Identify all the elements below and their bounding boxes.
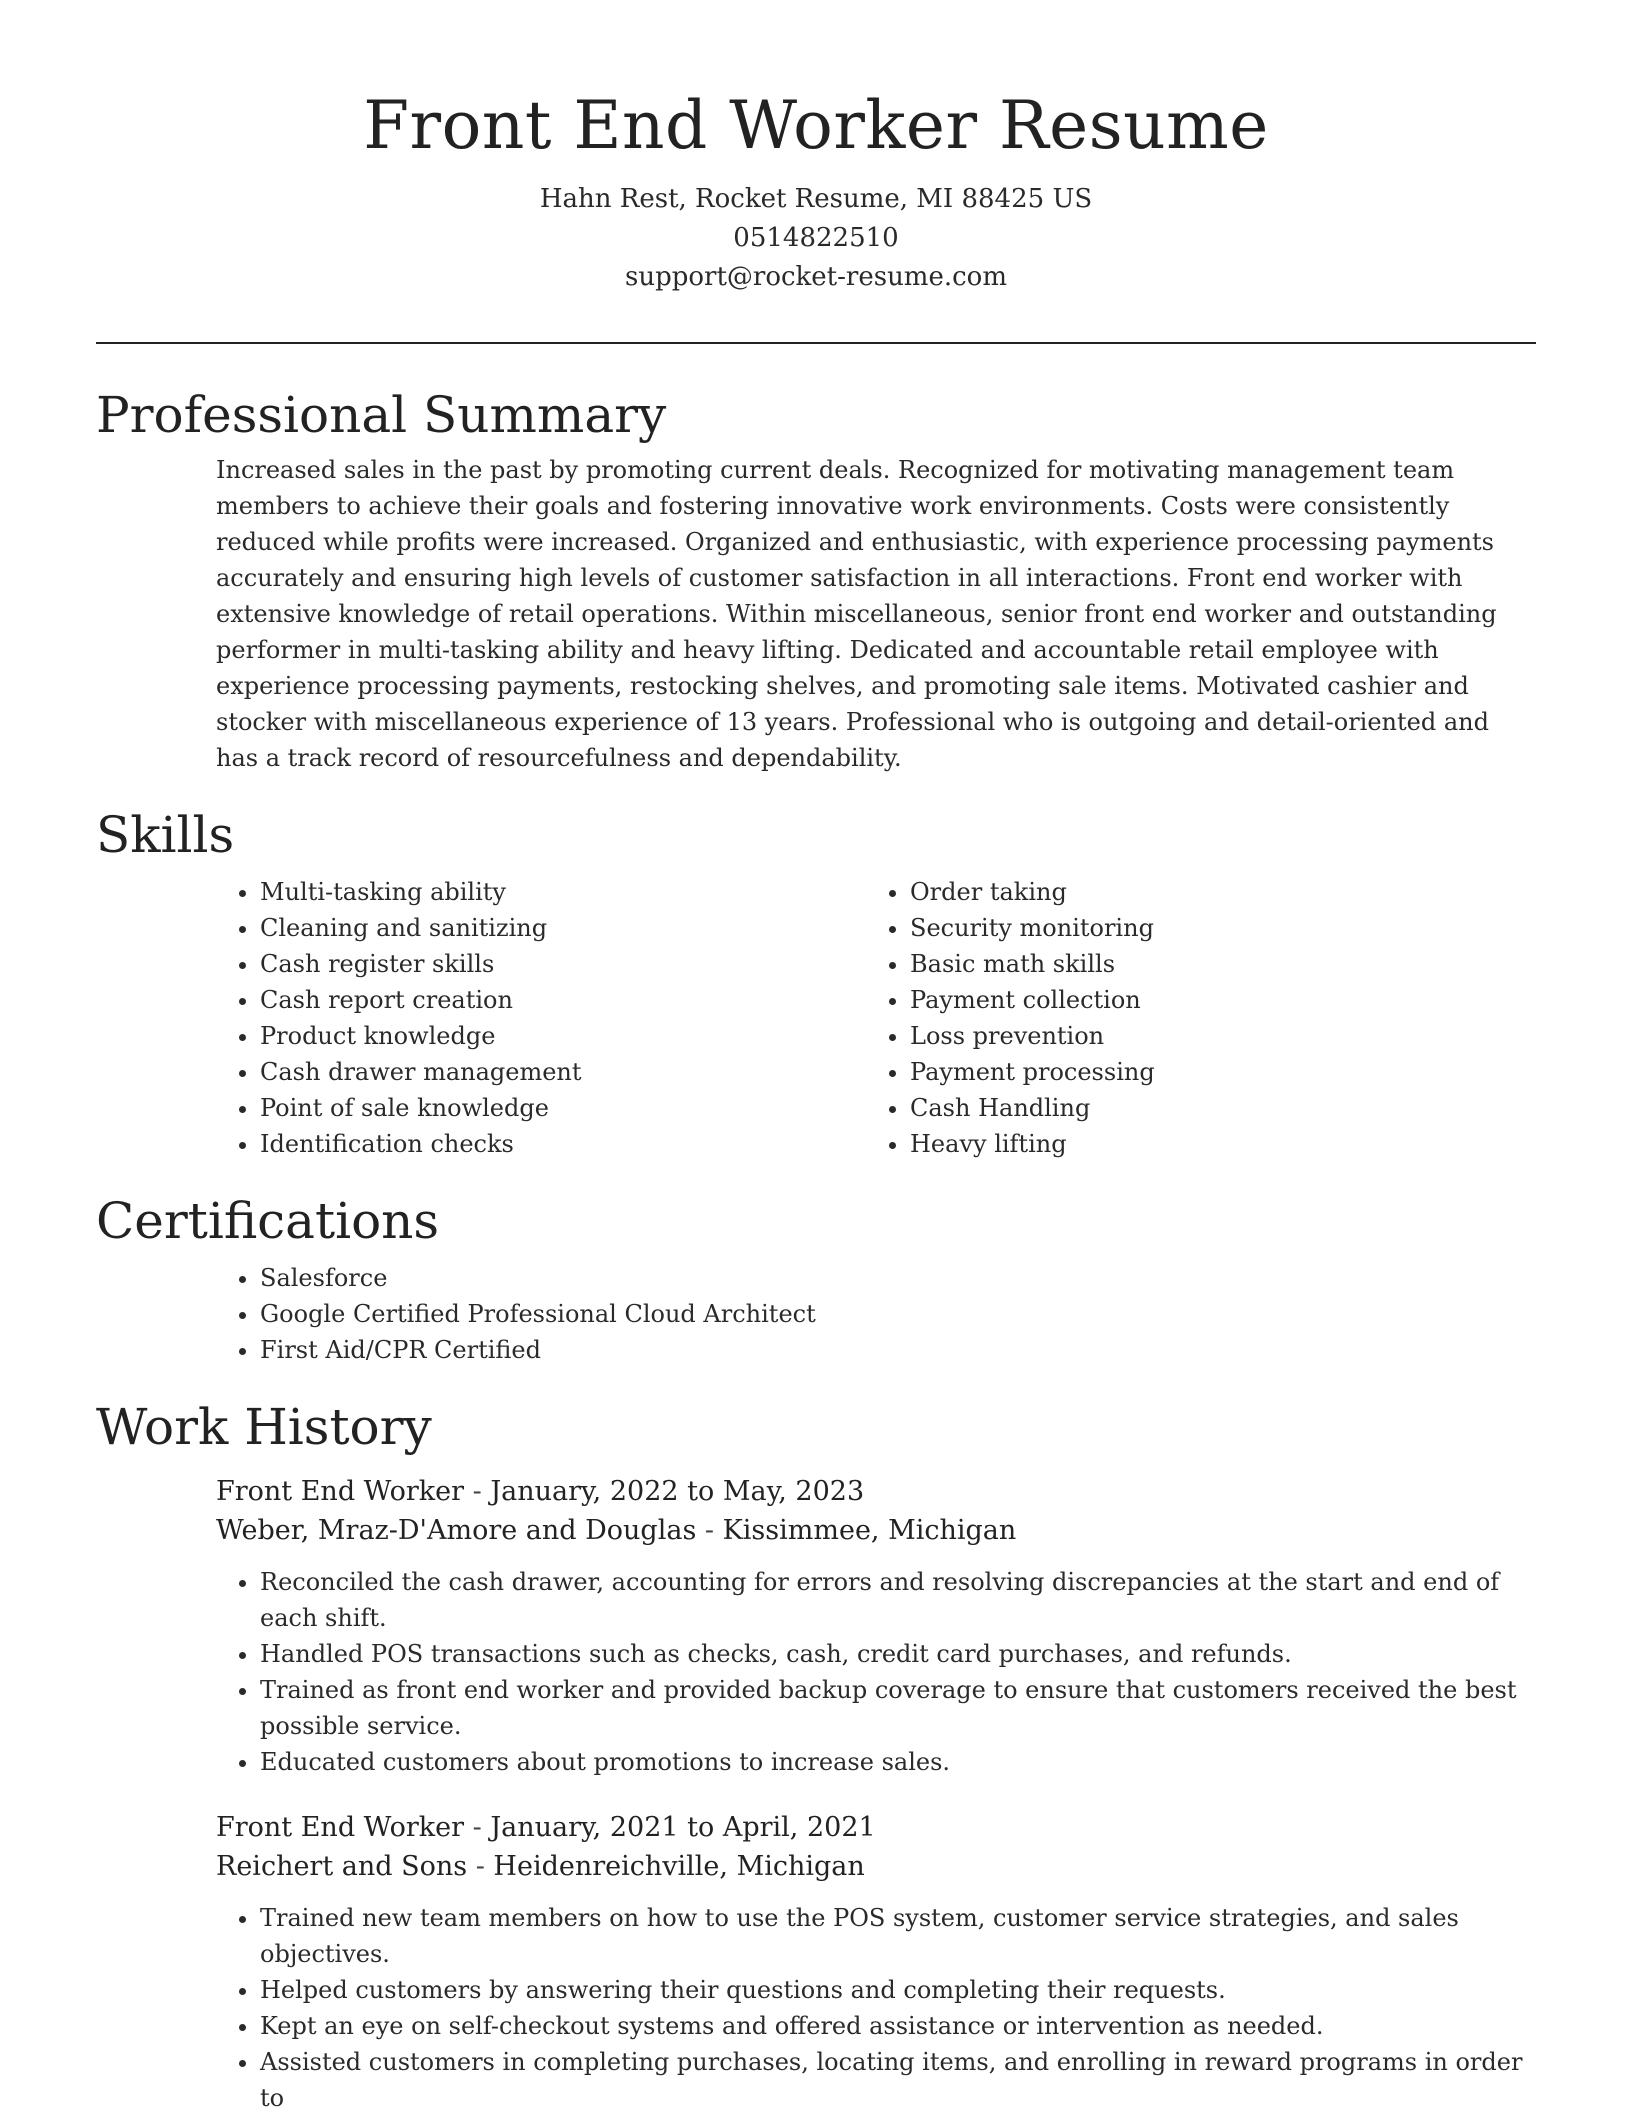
contact-phone: 0514822510 bbox=[733, 223, 899, 253]
job-title-line bbox=[216, 1808, 1536, 1847]
skills-heading: Skills bbox=[96, 806, 235, 864]
skill-item: • Heavy lifting bbox=[910, 1126, 1516, 1162]
job-duties bbox=[216, 1564, 1536, 1780]
job-company: Weber, Mraz-D'Amore and Douglas bbox=[216, 1515, 697, 1546]
skill-item: • Order taking bbox=[910, 874, 1516, 910]
contact-address: Hahn Rest, Rocket Resume, MI 88425 US bbox=[539, 184, 1093, 214]
job-duty: • Handled POS transactions such as checks, cash, credit card purchases, and refunds. bbox=[260, 1636, 1536, 1672]
certifications-heading: Certifications bbox=[96, 1192, 440, 1250]
certifications-section bbox=[96, 1186, 1536, 1368]
resume-body bbox=[96, 380, 1536, 2112]
skill-item: • Product knowledge bbox=[260, 1018, 866, 1054]
skills-list-left bbox=[216, 874, 866, 1162]
work-history-heading: Work History bbox=[96, 1398, 432, 1456]
job-duty: • Kept an eye on self-checkout systems and offered assistance or intervention as needed. bbox=[260, 2008, 1536, 2044]
certification-item: • Salesforce bbox=[260, 1260, 1536, 1296]
job-separator: - bbox=[696, 1515, 723, 1546]
job-duty: • Trained new team members on how to use the POS system, customer service strategies, and sales objectives. bbox=[260, 1900, 1536, 1972]
job-location: Heidenreichville, Michigan bbox=[493, 1851, 865, 1882]
job-company-line bbox=[216, 1511, 1536, 1550]
job-title: Front End Worker bbox=[216, 1476, 465, 1507]
job-title: Front End Worker bbox=[216, 1812, 465, 1843]
skill-item: • Basic math skills bbox=[910, 946, 1516, 982]
skill-item: • Cash register skills bbox=[260, 946, 866, 982]
job-location: Kissimmee, Michigan bbox=[722, 1515, 1017, 1546]
job-separator: - bbox=[464, 1812, 491, 1843]
skills-section bbox=[96, 800, 1536, 1162]
summary-text: Increased sales in the past by promoting current deals. Recognized for motivating management team members to achieve their goals and fostering innovative work environments. Costs were consistently reduced while profits were increased. Organized and enthusiastic, with experience processing payments accurately and ensuring high levels of customer satisfaction in all interactions. Front end worker with extensive knowledge of retail operations. Within miscellaneous, senior front end worker and outstanding performer in multi-tasking ability and heavy lifting. Dedicated and accountable retail employee with experience processing payments, restocking shelves, and promoting sale items. Motivated cashier and stocker with miscellaneous experience of 13 years. Professional who is outgoing and detail-oriented and has a track record of resourcefulness and dependability. bbox=[216, 456, 1497, 772]
job-duty: • Educated customers about promotions to increase sales. bbox=[260, 1744, 1536, 1780]
summary-heading: Professional Summary bbox=[96, 386, 667, 444]
job-duty: • Helped customers by answering their questions and completing their requests. bbox=[260, 1972, 1536, 2008]
job-entry bbox=[216, 1808, 1536, 2112]
job-entry bbox=[216, 1472, 1536, 1780]
skill-item: • Cash drawer management bbox=[260, 1054, 866, 1090]
job-duty: • Trained as front end worker and provided backup coverage to ensure that customers received the best possible service. bbox=[260, 1672, 1536, 1744]
skill-item: • Cleaning and sanitizing bbox=[260, 910, 866, 946]
job-duty: • Assisted customers in completing purchases, locating items, and enrolling in reward programs in order to bbox=[260, 2044, 1536, 2112]
skill-item: • Identification checks bbox=[260, 1126, 866, 1162]
certifications-list bbox=[216, 1260, 1536, 1368]
resume-header bbox=[96, 80, 1536, 297]
certification-item: • First Aid/CPR Certified bbox=[260, 1332, 1536, 1368]
job-dates: January, 2022 to May, 2023 bbox=[490, 1476, 865, 1507]
contact-block bbox=[96, 180, 1536, 297]
skill-item: • Point of sale knowledge bbox=[260, 1090, 866, 1126]
skill-item: • Loss prevention bbox=[910, 1018, 1516, 1054]
job-company-line bbox=[216, 1847, 1536, 1886]
skill-item: • Cash Handling bbox=[910, 1090, 1516, 1126]
header-divider bbox=[96, 342, 1536, 344]
certification-item: • Google Certified Professional Cloud Architect bbox=[260, 1296, 1536, 1332]
job-dates: January, 2021 to April, 2021 bbox=[490, 1812, 876, 1843]
job-separator: - bbox=[464, 1476, 491, 1507]
contact-email: support@rocket-resume.com bbox=[624, 262, 1007, 292]
job-duty: • Reconciled the cash drawer, accounting for errors and resolving discrepancies at the start and end of each shift. bbox=[260, 1564, 1536, 1636]
skill-item: • Security monitoring bbox=[910, 910, 1516, 946]
job-separator: - bbox=[467, 1851, 494, 1882]
work-history-section bbox=[96, 1392, 1536, 2112]
skills-list-right bbox=[866, 874, 1516, 1162]
skill-item: • Payment processing bbox=[910, 1054, 1516, 1090]
skill-item: • Cash report creation bbox=[260, 982, 866, 1018]
resume-title: Front End Worker Resume bbox=[363, 87, 1269, 164]
job-company: Reichert and Sons bbox=[216, 1851, 468, 1882]
skills-grid bbox=[216, 874, 1536, 1162]
job-title-line bbox=[216, 1472, 1536, 1511]
job-duties bbox=[216, 1900, 1536, 2112]
skill-item: • Payment collection bbox=[910, 982, 1516, 1018]
skill-item: • Multi-tasking ability bbox=[260, 874, 866, 910]
summary-section bbox=[96, 380, 1536, 776]
